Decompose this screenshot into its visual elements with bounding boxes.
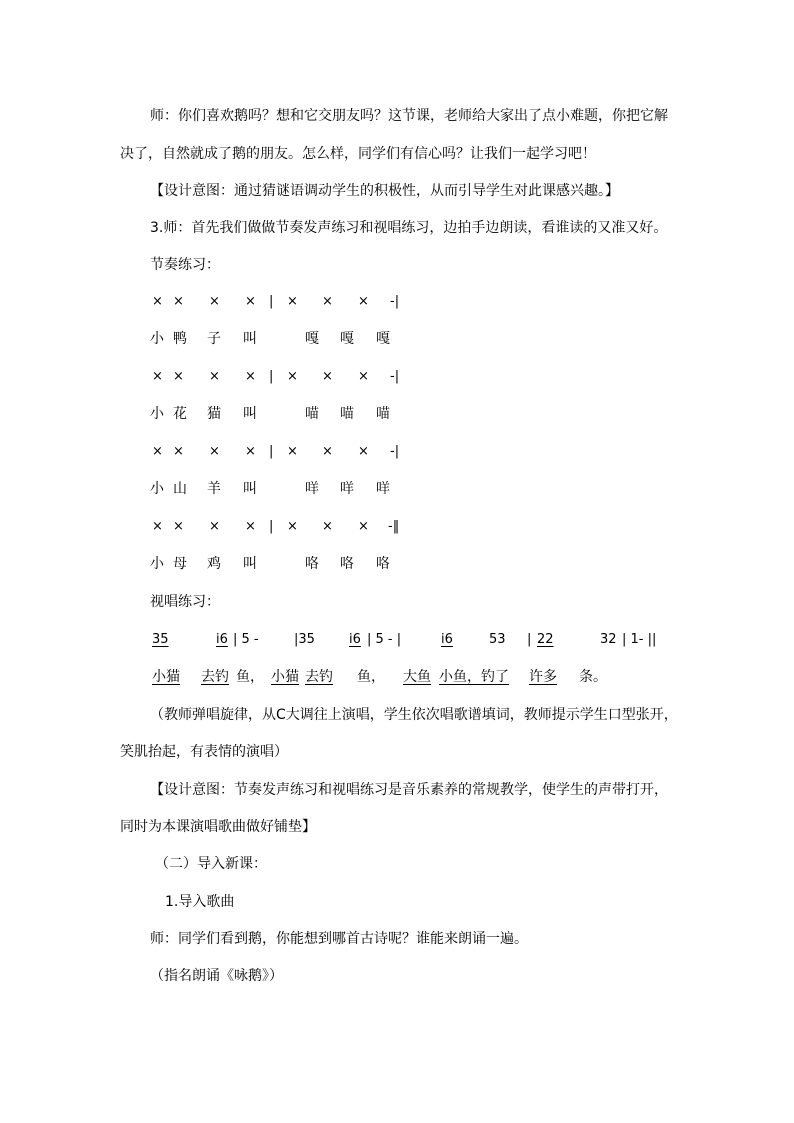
numbered-note: 35 bbox=[152, 632, 169, 647]
rhythm-word: 小 bbox=[150, 481, 164, 497]
lyric-word: 小猫 bbox=[152, 669, 180, 685]
rhythm-word: 咯 bbox=[376, 556, 390, 572]
rhythm-bar: | bbox=[269, 294, 274, 309]
teacher-note: 笑肌抬起，有表情的演唱） bbox=[120, 744, 288, 760]
rhythm-word: 嘎 bbox=[376, 331, 390, 347]
rhythm-beat: × bbox=[322, 444, 333, 459]
rhythm-word: 花 bbox=[173, 406, 187, 422]
section-heading: （二）导入新课： bbox=[155, 856, 267, 872]
paragraph-line: 决了，自然就成了鹅的朋友。怎么样，同学们有信心吗？让我们一起学习吧！ bbox=[120, 146, 596, 162]
rhythm-word: 叫 bbox=[243, 481, 257, 497]
rhythm-word: 咩 bbox=[340, 481, 354, 497]
rhythm-word: 鸡 bbox=[207, 556, 221, 572]
rhythm-beat: × bbox=[245, 294, 256, 309]
rhythm-word: 喵 bbox=[340, 406, 354, 422]
rhythm-beat: × bbox=[245, 444, 256, 459]
rhythm-beat: × bbox=[173, 519, 184, 534]
rhythm-word: 叫 bbox=[243, 331, 257, 347]
paragraph-line: （指名朗诵《咏鹅》） bbox=[150, 968, 283, 984]
rhythm-beat: × bbox=[152, 519, 163, 534]
rhythm-word: 叫 bbox=[243, 556, 257, 572]
rhythm-word: 小 bbox=[150, 406, 164, 422]
numbered-note: 53 bbox=[489, 632, 506, 647]
rhythm-beat: × bbox=[358, 444, 369, 459]
rhythm-beat: × bbox=[152, 294, 163, 309]
lyric-word: 去钓 bbox=[305, 669, 333, 685]
rhythm-beat: × bbox=[322, 294, 333, 309]
rhythm-beat: × bbox=[209, 294, 220, 309]
rhythm-beat: × bbox=[152, 444, 163, 459]
rhythm-beat: × bbox=[209, 444, 220, 459]
paragraph-line: 师：同学们看到鹅，你能想到哪首古诗呢？谁能来朗诵一遍。 bbox=[150, 931, 528, 947]
rhythm-bar: | bbox=[269, 444, 274, 459]
rhythm-beat: × bbox=[322, 369, 333, 384]
numbered-note: | bbox=[527, 632, 532, 647]
rhythm-word: 咩 bbox=[305, 481, 319, 497]
paragraph-line: 师：你们喜欢鹅吗？想和它交朋友吗？这节课，老师给大家出了点小难题，你把它解 bbox=[150, 108, 668, 124]
rhythm-beat: × bbox=[358, 369, 369, 384]
rhythm-bar: | bbox=[269, 519, 274, 534]
rhythm-word: 嘎 bbox=[305, 331, 319, 347]
rhythm-beat: × bbox=[209, 519, 220, 534]
design-intent-1: 【设计意图：通过猜谜语调动学生的积极性，从而引导学生对此课感兴趣。】 bbox=[150, 183, 619, 199]
numbered-note: | 5 - bbox=[233, 632, 259, 647]
rhythm-word: 喵 bbox=[305, 406, 319, 422]
rhythm-word: 喵 bbox=[376, 406, 390, 422]
rhythm-beat: × bbox=[322, 519, 333, 534]
numbered-note: | 5 - | bbox=[367, 632, 402, 647]
rhythm-beat: × bbox=[287, 519, 298, 534]
design-intent-2: 【设计意图：节奏发声练习和视唱练习是音乐素养的常规教学，使学生的声带打开， bbox=[150, 782, 668, 798]
rhythm-bar: | bbox=[269, 369, 274, 384]
rhythm-beat: × bbox=[287, 369, 298, 384]
sight-title: 视唱练习： bbox=[150, 594, 220, 610]
subsection-heading: 1.导入歌曲 bbox=[165, 894, 235, 910]
rhythm-beat: × bbox=[173, 369, 184, 384]
rhythm-beat: × bbox=[152, 369, 163, 384]
lyric-word: 小鱼， bbox=[439, 669, 481, 685]
lyric-word: 鱼， bbox=[357, 669, 385, 685]
rhythm-end: -| bbox=[390, 294, 400, 309]
rhythm-word: 母 bbox=[173, 556, 187, 572]
rhythm-beat: × bbox=[287, 444, 298, 459]
numbered-note: 32 bbox=[600, 632, 617, 647]
lyric-word: 钓了 bbox=[481, 669, 509, 685]
rhythm-word: 叫 bbox=[243, 406, 257, 422]
rhythm-word: 小 bbox=[150, 331, 164, 347]
teacher-note: （教师弹唱旋律，从C大调往上演唱，学生依次唱歌谱填词，教师提示学生口型张开， bbox=[150, 707, 678, 723]
rhythm-end: -| bbox=[390, 369, 400, 384]
lyric-word: 许多 bbox=[529, 669, 557, 685]
design-intent-2: 同时为本课演唱歌曲做好铺垫】 bbox=[120, 819, 316, 835]
rhythm-title: 节奏练习： bbox=[150, 257, 220, 273]
rhythm-word: 鸭 bbox=[173, 331, 187, 347]
lyric-word: 鱼， bbox=[236, 669, 264, 685]
rhythm-word: 山 bbox=[173, 481, 187, 497]
numbered-note: i6 bbox=[349, 632, 361, 647]
rhythm-beat: × bbox=[245, 519, 256, 534]
numbered-note: |35 bbox=[294, 632, 315, 647]
rhythm-word: 猫 bbox=[207, 406, 221, 422]
numbered-note: i6 bbox=[216, 632, 228, 647]
rhythm-end: -| bbox=[390, 444, 400, 459]
rhythm-beat: × bbox=[209, 369, 220, 384]
rhythm-beat: × bbox=[287, 294, 298, 309]
lyric-word: 小猫 bbox=[271, 669, 299, 685]
numbered-note: | 1- || bbox=[622, 632, 657, 647]
lyric-word: 条。 bbox=[579, 669, 607, 685]
rhythm-word: 嘎 bbox=[340, 331, 354, 347]
rhythm-beat: × bbox=[173, 444, 184, 459]
rhythm-word: 咩 bbox=[376, 481, 390, 497]
rhythm-word: 子 bbox=[207, 331, 221, 347]
rhythm-beat: × bbox=[358, 519, 369, 534]
rhythm-end: -‖ bbox=[388, 519, 400, 534]
lyric-word: 大鱼 bbox=[403, 669, 431, 685]
rhythm-word: 羊 bbox=[207, 481, 221, 497]
rhythm-word: 咯 bbox=[305, 556, 319, 572]
rhythm-beat: × bbox=[173, 294, 184, 309]
rhythm-word: 咯 bbox=[340, 556, 354, 572]
rhythm-word: 小 bbox=[150, 556, 164, 572]
lyric-word: 去钓 bbox=[201, 669, 229, 685]
numbered-note: i6 bbox=[441, 632, 453, 647]
paragraph-line: 3.师：首先我们做做节奏发声练习和视唱练习，边拍手边朗读，看谁读的又准又好。 bbox=[150, 220, 668, 236]
numbered-note: 22 bbox=[537, 632, 554, 647]
rhythm-beat: × bbox=[358, 294, 369, 309]
rhythm-beat: × bbox=[245, 369, 256, 384]
